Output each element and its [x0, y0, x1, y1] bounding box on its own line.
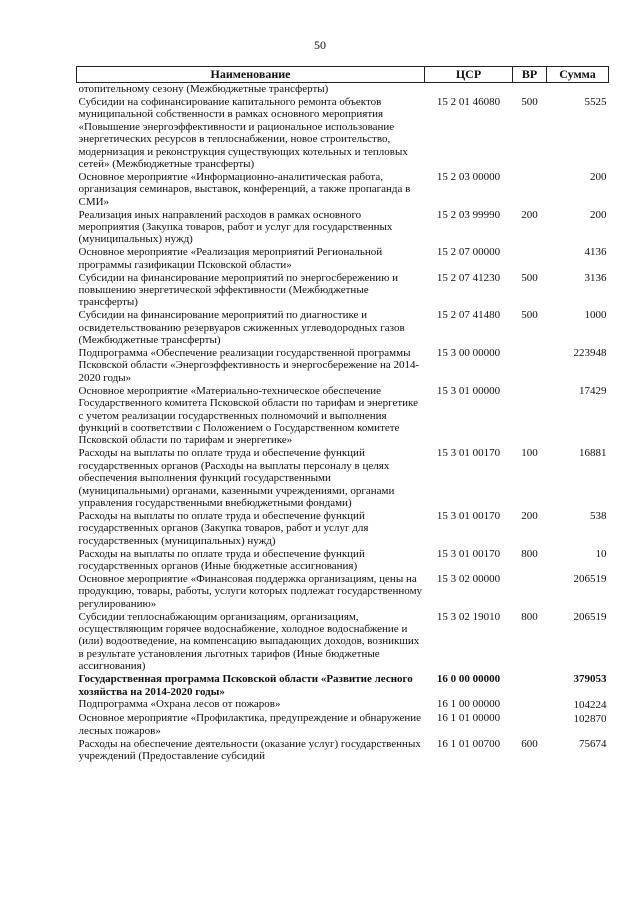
table-row — [77, 272, 609, 310]
table-row — [77, 347, 609, 385]
table-row — [77, 96, 609, 171]
item-csr-code: 15 2 03 99990 — [436, 208, 501, 221]
item-vr-code: 500 — [521, 271, 538, 284]
item-vr-code: 800 — [521, 547, 538, 560]
item-csr-code: 15 3 00 00000 — [436, 347, 501, 360]
item-name: Расходы на выплаты по оплате труда и обеспечение функций государственных органов (Иные бюджетные ассигнования) — [78, 547, 365, 572]
item-vr-code — [513, 673, 547, 698]
table-row — [77, 712, 609, 737]
item-amount: 104224 — [573, 699, 607, 712]
item-csr-code: 15 3 01 00000 — [436, 384, 501, 397]
item-name: Основное мероприятие «Реализация мероприятий Региональной программы газификации Псковской области» — [78, 246, 383, 271]
budget-table — [76, 66, 609, 763]
item-csr-code: 16 1 00 00000 — [436, 698, 501, 711]
item-name: Расходы на обеспечение деятельности (оказание услуг) государственных учреждений (Предоставление субсидий — [78, 737, 421, 763]
table-row — [77, 738, 609, 763]
item-amount: 16881 — [579, 447, 607, 460]
table-row — [77, 510, 609, 548]
item-amount: 200 — [590, 170, 607, 183]
item-vr-code: 200 — [521, 509, 538, 522]
item-vr-code: 200 — [521, 208, 538, 221]
item-amount: 538 — [590, 509, 607, 522]
item-csr-code — [425, 83, 513, 96]
item-csr-code: 15 2 07 00000 — [436, 246, 501, 259]
item-name: Основное мероприятие «Материально-техническое обеспечение Государственного комитета Псковской области по тарифам и энергетике с учетом реализации государственных полномочий и выполнения функций в соответствии с Положением о Государственном комитете Псковской области по тарифам и энергетике» — [78, 384, 418, 447]
header-sum: Сумма — [547, 67, 609, 83]
item-name: Расходы на выплаты по оплате труда и обеспечение функций государственных органов (Закупка товаров, работ и услуг для государственных (муниципальных) нужд) — [78, 509, 369, 547]
item-vr-code — [513, 698, 547, 712]
item-vr-code: 100 — [521, 447, 538, 460]
item-vr-code: 600 — [521, 737, 538, 750]
item-name: Субсидии на финансирование мероприятий по диагностике и освидетельствованию резервуаров сжиженных углеводородных газов (Межбюджетные трансферты) — [78, 309, 405, 347]
item-amount: 4136 — [584, 246, 607, 259]
table-row — [77, 673, 609, 698]
item-amount: 206519 — [573, 610, 607, 623]
item-vr-code — [513, 83, 547, 96]
item-csr-code: 15 3 01 00170 — [436, 447, 501, 460]
table-row — [77, 573, 609, 611]
item-name: Субсидии на софинансирование капитального ремонта объектов муниципальной собственности в рамках основного мероприятия «Повышение энергоэффективности и рациональное использование энергетических ресурсов в теплоснабжении, новое строительство, модернизация и реконструкция существующих котельных и тепловых сетей» (Межбюджетные трансферты) — [78, 95, 408, 170]
item-vr-code — [513, 573, 547, 611]
item-amount — [547, 83, 609, 96]
item-amount: 3136 — [584, 271, 607, 284]
item-csr-code: 15 2 03 00000 — [436, 170, 501, 183]
item-vr-code — [513, 171, 547, 209]
item-amount: 17429 — [579, 384, 607, 397]
table-row — [77, 171, 609, 209]
item-name: Подпрограмма «Охрана лесов от пожаров» — [78, 698, 281, 711]
item-csr-code: 15 3 01 00170 — [436, 547, 501, 560]
item-csr-code: 15 2 07 41480 — [436, 309, 501, 322]
item-csr-code: 15 2 01 46080 — [436, 95, 501, 108]
item-vr-code — [513, 246, 547, 271]
item-amount: 75674 — [579, 737, 607, 750]
item-name: Реализация иных направлений расходов в рамках основного мероприятия (Закупка товаров, работ и услуг для государственных (муниципальных) нужд) — [78, 208, 393, 246]
item-name: Подпрограмма «Обеспечение реализации государственной программы Псковской области «Энергоэффективность и энергосбережение на 2014-2020 годы» — [78, 347, 420, 384]
item-csr-code: 16 1 01 00000 — [436, 712, 501, 725]
item-name: Расходы на выплаты по оплате труда и обеспечение функций государственных органов (Расходы на выплаты персоналу в целях обеспечения выполнения функций государственными (муниципальными) органами, казенными учреждениями, органами управления государственными внебюджетными фондами) — [78, 447, 395, 509]
table-row — [77, 209, 609, 247]
table-row — [77, 246, 609, 271]
table-row — [77, 611, 609, 674]
header-name: Наименование — [77, 67, 425, 83]
header-csr: ЦСР — [425, 67, 513, 83]
item-amount: 223948 — [573, 347, 607, 360]
page-number: 50 — [314, 38, 326, 52]
item-amount: 379053 — [573, 673, 607, 686]
item-name: Государственная программа Псковской области «Развитие лесного хозяйства на 2014-2020 годы» — [78, 673, 413, 698]
item-vr-code: 500 — [521, 309, 538, 322]
table-row — [77, 309, 609, 347]
item-vr-code — [513, 385, 547, 448]
item-name: Основное мероприятие «Профилактика, предупреждение и обнаружение лесных пожаров» — [78, 712, 422, 737]
item-amount: 5525 — [584, 95, 607, 108]
item-csr-code: 15 3 02 19010 — [436, 610, 501, 623]
item-vr-code — [513, 712, 547, 737]
header-vr: ВР — [513, 67, 547, 83]
item-csr-code: 16 0 00 00000 — [436, 673, 501, 686]
item-vr-code — [513, 347, 547, 385]
table-row — [77, 698, 609, 712]
item-csr-code: 15 3 02 00000 — [436, 572, 501, 585]
table-row — [77, 447, 609, 510]
item-name: отопительному сезону (Межбюджетные трансферты) — [78, 83, 329, 95]
item-csr-code: 16 1 01 00700 — [436, 737, 501, 750]
table-header-row — [77, 67, 609, 83]
item-csr-code: 15 2 07 41230 — [436, 271, 501, 284]
item-name: Субсидии на финансирование мероприятий по энергосбережению и повышению энергетической эффективности (Межбюджетные трансферты) — [78, 271, 399, 309]
item-name: Основное мероприятие «Финансовая поддержка организациям, цены на продукцию, товары, работы, услуги которых подлежат государственному регулированию» — [78, 572, 423, 610]
table-row — [77, 548, 609, 573]
item-amount: 200 — [590, 208, 607, 221]
item-amount: 10 — [595, 547, 607, 560]
item-amount: 1000 — [584, 309, 607, 322]
item-csr-code: 15 3 01 00170 — [436, 509, 501, 522]
item-amount: 102870 — [573, 713, 607, 726]
table-row — [77, 385, 609, 448]
item-name: Основное мероприятие «Информационно-аналитическая работа, организация семинаров, выставок, конференций, а также пропаганда в СМИ» — [78, 170, 411, 208]
item-vr-code: 800 — [521, 610, 538, 623]
item-amount: 206519 — [573, 572, 607, 585]
table-row — [77, 83, 609, 96]
item-name: Субсидии теплоснабжающим организациям, организациям, осуществляющим горячее водоснабжение, холодное водоснабжение и (или) водоотведение, на компенсацию выпадающих доходов, возникших в результате установления льготных тарифов (Иные бюджетные ассигнования) — [78, 610, 420, 673]
item-vr-code: 500 — [521, 95, 538, 108]
